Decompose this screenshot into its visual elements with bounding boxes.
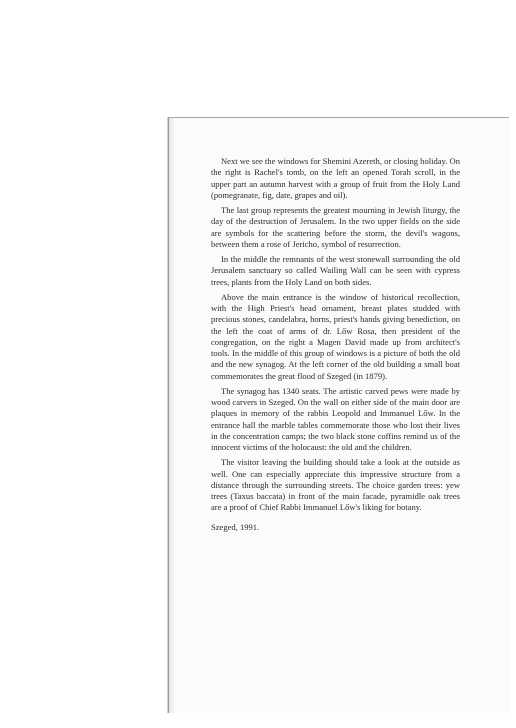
paragraph-wailing-wall: In the middle the remnants of the west stonewall surrounding the old Jerusalem sanctuary so called Wailing Wall can be seen with cypress trees, plants from the Holy Land on both sides. xyxy=(211,254,460,287)
paragraph-seats-and-memorials: The synagog has 1340 seats. The artistic carved pews were made by wood carvers in Szeged. On the wall on either side of the main door are plaques in memory of the rabbis Leopold and Immanuel Lőw. In the entrance hall the marble tables commemorate those who lost their lives in the concentration camps; the two black stone coffins remind us of the innocent victims of the holocaust: the old and the children. xyxy=(211,385,460,452)
paragraph-exterior-and-garden: The visitor leaving the building should take a look at the outside as well. One can especially appreciate this impressive structure from a distance through the surrounding streets. The choice garden trees: yew trees (Taxus baccata) in front of the main facade, pyramidle oak trees are a proof of Chief Rabbi Immanuel Lőw's liking for botany. xyxy=(211,457,460,513)
paragraph-mourning-group: The last group represents the greatest mourning in Jewish liturgy, the day of the destruction of Jerusalem. In the two upper fields on the side are symbols for the scattering before the storm, the devil's wagons, between them a rose of Jericho, symbol of resurrection. xyxy=(211,205,460,249)
place-and-date-signoff: Szeged, 1991. xyxy=(211,521,260,532)
body-text xyxy=(211,156,460,533)
paragraph-historical-recollection-window: Above the main entrance is the window of historical recollection, with the High Priest's head ornament, breast plates studded with precious stones, candelabra, horns, priest's hands giving benediction, on the left the coat of arms of dr. Lőw Rosa, then president of the congregation, on the right a Magen David made up from architect's tools. In the middle of this group of windows is a picture of both the old and the new synagog. At the left corner of the old building a small boat commemorates the great flood of Szeged (in 1879). xyxy=(211,291,460,381)
brochure-page xyxy=(168,117,509,713)
page-fold-shadow xyxy=(169,118,175,713)
paragraph-shemini-azereth-window: Next we see the windows for Shemini Azereth, or closing holiday. On the right is Rachel's tomb, on the left an opened Torah scroll, in the upper part an autumn harvest with a group of fruit from the Holy Land (pomegranate, fig, date, grapes and oil). xyxy=(211,156,460,200)
